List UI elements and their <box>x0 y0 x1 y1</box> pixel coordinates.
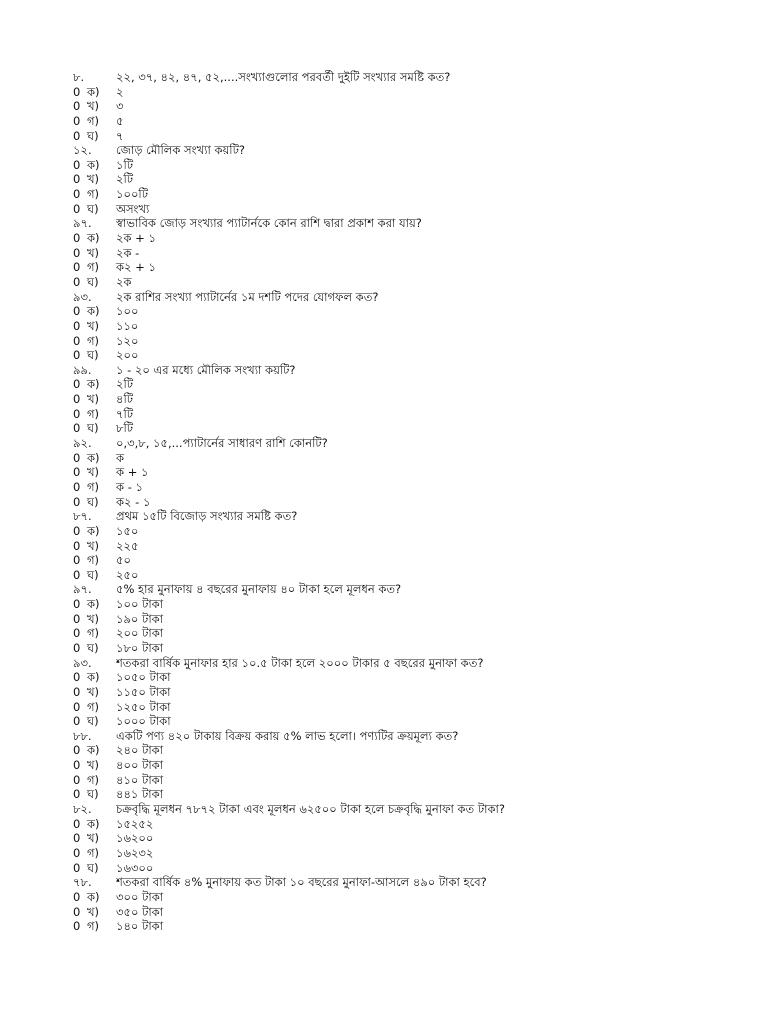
option-letter: ঘ) <box>87 348 99 363</box>
question-text: চক্রবৃদ্ধি মূলধন ৭৮৭২ টাকা এবং মূলধন ৬২৫০০ টাকা হলে চক্রবৃদ্ধি মুনাফা কত টাকা? <box>116 802 505 817</box>
option-letter: খ) <box>87 172 100 187</box>
option-row <box>0 626 768 641</box>
option-letter: খ) <box>87 611 100 626</box>
option-letter: খ) <box>87 318 100 333</box>
option-bullet: 0 <box>73 758 81 773</box>
option-row <box>0 568 768 583</box>
option-letter: ঘ) <box>87 421 99 436</box>
option-text: ১২০ <box>116 333 139 348</box>
option-row <box>0 905 768 920</box>
option-bullet: 0 <box>73 845 81 860</box>
option-letter: গ) <box>87 333 100 348</box>
option-letter: গ) <box>87 699 100 714</box>
option-bullet: 0 <box>73 743 81 758</box>
question-text: ২২, ৩৭, ৪২, ৪৭, ৫২,....সংখ্যাগুলোর পরবর্তী দুইটি সংখ্যার সমষ্টি কত? <box>116 70 451 84</box>
option-bullet: 0 <box>73 611 81 626</box>
option-letter: গ) <box>87 113 100 128</box>
option-row <box>0 743 768 758</box>
option-letter: গ) <box>87 187 100 202</box>
option-text: ২ক - <box>116 245 140 260</box>
option-row <box>0 275 768 290</box>
option-row <box>0 817 768 832</box>
option-bullet: 0 <box>73 538 81 553</box>
option-letter: ঘ) <box>87 567 99 582</box>
question-number: ৮. <box>73 70 85 84</box>
option-letter: ক) <box>87 231 100 246</box>
option-row <box>0 451 768 466</box>
option-row <box>0 597 768 612</box>
option-row <box>0 685 768 700</box>
option-bullet: 0 <box>73 318 81 333</box>
option-letter: ঘ) <box>87 128 99 143</box>
option-text: ২ক <box>116 274 132 289</box>
option-letter: খ) <box>87 684 100 699</box>
option-bullet: 0 <box>73 626 81 641</box>
option-bullet: 0 <box>73 172 81 187</box>
option-letter: ক) <box>87 377 100 392</box>
option-letter: খ) <box>87 758 100 773</box>
option-row <box>0 114 768 129</box>
question-number: ৯৭. <box>73 216 92 231</box>
question-number: ৮৭. <box>73 509 92 524</box>
option-text: ১১০ <box>116 318 139 333</box>
question-text: প্রথম ১৫টি বিজোড় সংখ্যার সমষ্টি কত? <box>116 509 298 524</box>
question-row <box>0 363 768 378</box>
option-letter: খ) <box>87 904 100 919</box>
option-text: ১৯০ টাকা <box>116 611 164 626</box>
question-text: ২ক রাশির সংখ্যা প্যাটার্নের ১ম দশটি পদের যোগফল কত? <box>116 289 379 304</box>
option-letter: ক) <box>87 304 100 319</box>
option-text: ক + ১ <box>116 465 149 480</box>
option-row <box>0 348 768 363</box>
option-letter: ঘ) <box>87 714 99 729</box>
option-row <box>0 553 768 568</box>
option-row <box>0 319 768 334</box>
option-row <box>0 421 768 436</box>
option-text: ১৫২৫২ <box>116 816 154 831</box>
option-letter: খ) <box>87 538 100 553</box>
option-text: ১০০টি <box>116 187 148 202</box>
option-letter: ক) <box>87 84 100 99</box>
option-text: ১টি <box>116 157 134 172</box>
option-row <box>0 919 768 934</box>
option-row <box>0 773 768 788</box>
option-letter: গ) <box>87 845 100 860</box>
question-row <box>0 70 768 85</box>
option-row <box>0 539 768 554</box>
question-number: ১২. <box>73 143 92 158</box>
question-number: ৮২. <box>73 802 92 817</box>
option-row <box>0 377 768 392</box>
option-row <box>0 700 768 715</box>
option-bullet: 0 <box>73 889 81 904</box>
option-text: ২৪০ টাকা <box>116 743 164 758</box>
question-number: ৯৩. <box>73 655 92 670</box>
option-bullet: 0 <box>73 670 81 685</box>
option-row <box>0 480 768 495</box>
option-text: ৫ <box>116 113 124 128</box>
option-letter: খ) <box>87 465 100 480</box>
question-number: ৯৭. <box>73 582 92 597</box>
question-text: জোড় মৌলিক সংখ্যা কয়টি? <box>116 143 245 158</box>
option-text: ২টি <box>116 377 134 392</box>
option-row <box>0 260 768 275</box>
question-number: ৯৯. <box>73 362 92 377</box>
option-letter: ক) <box>87 889 100 904</box>
option-bullet: 0 <box>73 450 81 465</box>
question-number: ৯৩. <box>73 289 92 304</box>
option-bullet: 0 <box>73 421 81 436</box>
question-row <box>0 436 768 451</box>
option-text: ১৪০ টাকা <box>116 919 164 934</box>
option-bullet: 0 <box>73 392 81 407</box>
option-bullet: 0 <box>73 567 81 582</box>
option-letter: ঘ) <box>87 860 99 875</box>
option-letter: ঘ) <box>87 201 99 216</box>
option-bullet: 0 <box>73 860 81 875</box>
question-text: শতকরা বার্ষিক মুনাফার হার ১০.৫ টাকা হলে ২০০০ টাকার ৫ বছরের মুনাফা কত? <box>116 655 484 670</box>
question-number: ৮৮. <box>73 728 92 743</box>
option-text: ৪টি <box>116 392 134 407</box>
option-bullet: 0 <box>73 128 81 143</box>
option-text: ৩৫০ টাকা <box>116 904 164 919</box>
option-bullet: 0 <box>73 597 81 612</box>
option-row <box>0 202 768 217</box>
option-bullet: 0 <box>73 714 81 729</box>
option-text: ১০০০ টাকা <box>116 714 171 729</box>
option-text: ৮টি <box>116 421 134 436</box>
option-text: ক২ + ১ <box>116 260 156 275</box>
option-row <box>0 407 768 422</box>
option-letter: গ) <box>87 553 100 568</box>
option-bullet: 0 <box>73 113 81 128</box>
option-letter: খ) <box>87 392 100 407</box>
option-row <box>0 129 768 144</box>
option-letter: খ) <box>87 245 100 260</box>
option-bullet: 0 <box>73 787 81 802</box>
option-bullet: 0 <box>73 377 81 392</box>
option-bullet: 0 <box>73 333 81 348</box>
question-row <box>0 802 768 817</box>
question-text: ৫% হার মুনাফায় ৪ বছরের মুনাফায় ৪০ টাকা হলে মূলধন কত? <box>116 582 402 597</box>
option-bullet: 0 <box>73 553 81 568</box>
option-bullet: 0 <box>73 904 81 919</box>
option-row <box>0 85 768 100</box>
option-text: ক - ১ <box>116 479 143 494</box>
option-row <box>0 158 768 173</box>
option-text: ১৫০ <box>116 523 139 538</box>
option-text: ১০০ <box>116 304 139 319</box>
question-row <box>0 143 768 158</box>
option-row <box>0 334 768 349</box>
option-text: ৭টি <box>116 406 134 421</box>
option-bullet: 0 <box>73 684 81 699</box>
option-row <box>0 231 768 246</box>
option-bullet: 0 <box>73 816 81 831</box>
option-bullet: 0 <box>73 919 81 934</box>
option-bullet: 0 <box>73 772 81 787</box>
question-row <box>0 729 768 744</box>
question-row <box>0 875 768 890</box>
option-text: ২০০ টাকা <box>116 626 164 641</box>
question-sheet <box>0 70 768 934</box>
option-bullet: 0 <box>73 406 81 421</box>
option-letter: গ) <box>87 772 100 787</box>
option-text: অসংখ্য <box>116 201 150 216</box>
question-row <box>0 216 768 231</box>
question-number: ৯২. <box>73 436 92 451</box>
option-letter: খ) <box>87 831 100 846</box>
option-text: ৩০০ টাকা <box>116 889 164 904</box>
option-letter: ঘ) <box>87 494 99 509</box>
option-text: ৪০০ টাকা <box>116 758 164 773</box>
option-letter: গ) <box>87 479 100 494</box>
option-text: ৪১০ টাকা <box>116 772 164 787</box>
option-row <box>0 495 768 510</box>
option-text: ২ক + ১ <box>116 231 156 246</box>
option-row <box>0 172 768 187</box>
option-bullet: 0 <box>73 84 81 99</box>
option-text: ক <box>116 450 125 465</box>
option-bullet: 0 <box>73 99 81 114</box>
question-text: একটি পণ্য ৪২০ টাকায় বিক্রয় করায় ৫% লাভ হলো। পণ্যটির ক্রয়মূল্য কত? <box>116 728 459 743</box>
option-text: ১৬২৩২ <box>116 845 154 860</box>
option-bullet: 0 <box>73 157 81 172</box>
option-row <box>0 890 768 905</box>
option-row <box>0 846 768 861</box>
option-text: ক২ - ১ <box>116 494 151 509</box>
question-text: স্বাভাবিক জোড় সংখ্যার প্যাটার্নকে কোন রাশি দ্বারা প্রকাশ করা যায়? <box>116 216 422 231</box>
option-bullet: 0 <box>73 348 81 363</box>
option-bullet: 0 <box>73 479 81 494</box>
option-bullet: 0 <box>73 523 81 538</box>
option-bullet: 0 <box>73 187 81 202</box>
option-row <box>0 187 768 202</box>
option-row <box>0 392 768 407</box>
option-text: ১১৫০ টাকা <box>116 684 171 699</box>
option-bullet: 0 <box>73 245 81 260</box>
option-letter: গ) <box>87 406 100 421</box>
option-row <box>0 246 768 261</box>
option-text: ৩ <box>116 99 124 114</box>
option-letter: ক) <box>87 743 100 758</box>
option-row <box>0 670 768 685</box>
option-bullet: 0 <box>73 465 81 480</box>
option-bullet: 0 <box>73 304 81 319</box>
option-letter: ক) <box>87 450 100 465</box>
question-row <box>0 509 768 524</box>
option-text: ৭ <box>116 128 124 143</box>
option-row <box>0 99 768 114</box>
option-text: ১৬২০০ <box>116 831 154 846</box>
option-row <box>0 304 768 319</box>
option-letter: ক) <box>87 523 100 538</box>
option-text: ১২৫০ টাকা <box>116 699 171 714</box>
question-text: ১ - ২০ এর মধ্যে মৌলিক সংখ্যা কয়টি? <box>116 362 296 377</box>
option-letter: ঘ) <box>87 640 99 655</box>
question-text: শতকরা বার্ষিক ৪% মুনাফায় কত টাকা ১০ বছরের মুনাফা-আসলে ৪৯০ টাকা হবে? <box>116 875 487 890</box>
option-bullet: 0 <box>73 494 81 509</box>
option-text: ১০৫০ টাকা <box>116 670 171 685</box>
option-letter: ঘ) <box>87 787 99 802</box>
question-text: ০,৩,৮, ১৫,...প্যাটার্নের সাধারণ রাশি কোনটি? <box>116 436 328 451</box>
option-row <box>0 641 768 656</box>
option-text: ১৬৩০০ <box>116 860 154 875</box>
option-row <box>0 714 768 729</box>
option-letter: ক) <box>87 597 100 612</box>
option-bullet: 0 <box>73 231 81 246</box>
question-number: ৭৮. <box>73 875 92 890</box>
option-row <box>0 831 768 846</box>
option-text: ২টি <box>116 172 134 187</box>
option-row <box>0 787 768 802</box>
option-text: ৪৪১ টাকা <box>116 787 164 802</box>
option-letter: ক) <box>87 670 100 685</box>
option-row <box>0 758 768 773</box>
option-bullet: 0 <box>73 201 81 216</box>
question-row <box>0 290 768 305</box>
option-letter: ঘ) <box>87 274 99 289</box>
option-bullet: 0 <box>73 699 81 714</box>
option-row <box>0 612 768 627</box>
option-text: ২ <box>116 84 124 99</box>
option-bullet: 0 <box>73 640 81 655</box>
option-bullet: 0 <box>73 260 81 275</box>
option-letter: খ) <box>87 99 100 114</box>
question-row <box>0 582 768 597</box>
option-bullet: 0 <box>73 831 81 846</box>
option-text: ২০০ <box>116 348 139 363</box>
question-row <box>0 656 768 671</box>
option-row <box>0 861 768 876</box>
option-text: ২৫০ <box>116 567 139 582</box>
option-text: ১০০ টাকা <box>116 597 164 612</box>
option-letter: ক) <box>87 157 100 172</box>
option-letter: গ) <box>87 919 100 934</box>
option-row <box>0 465 768 480</box>
option-letter: গ) <box>87 626 100 641</box>
option-letter: গ) <box>87 260 100 275</box>
option-letter: ক) <box>87 816 100 831</box>
option-row <box>0 524 768 539</box>
option-text: ২২৫ <box>116 538 139 553</box>
option-text: ১৮০ টাকা <box>116 640 164 655</box>
option-bullet: 0 <box>73 274 81 289</box>
option-text: ৫০ <box>116 553 131 568</box>
